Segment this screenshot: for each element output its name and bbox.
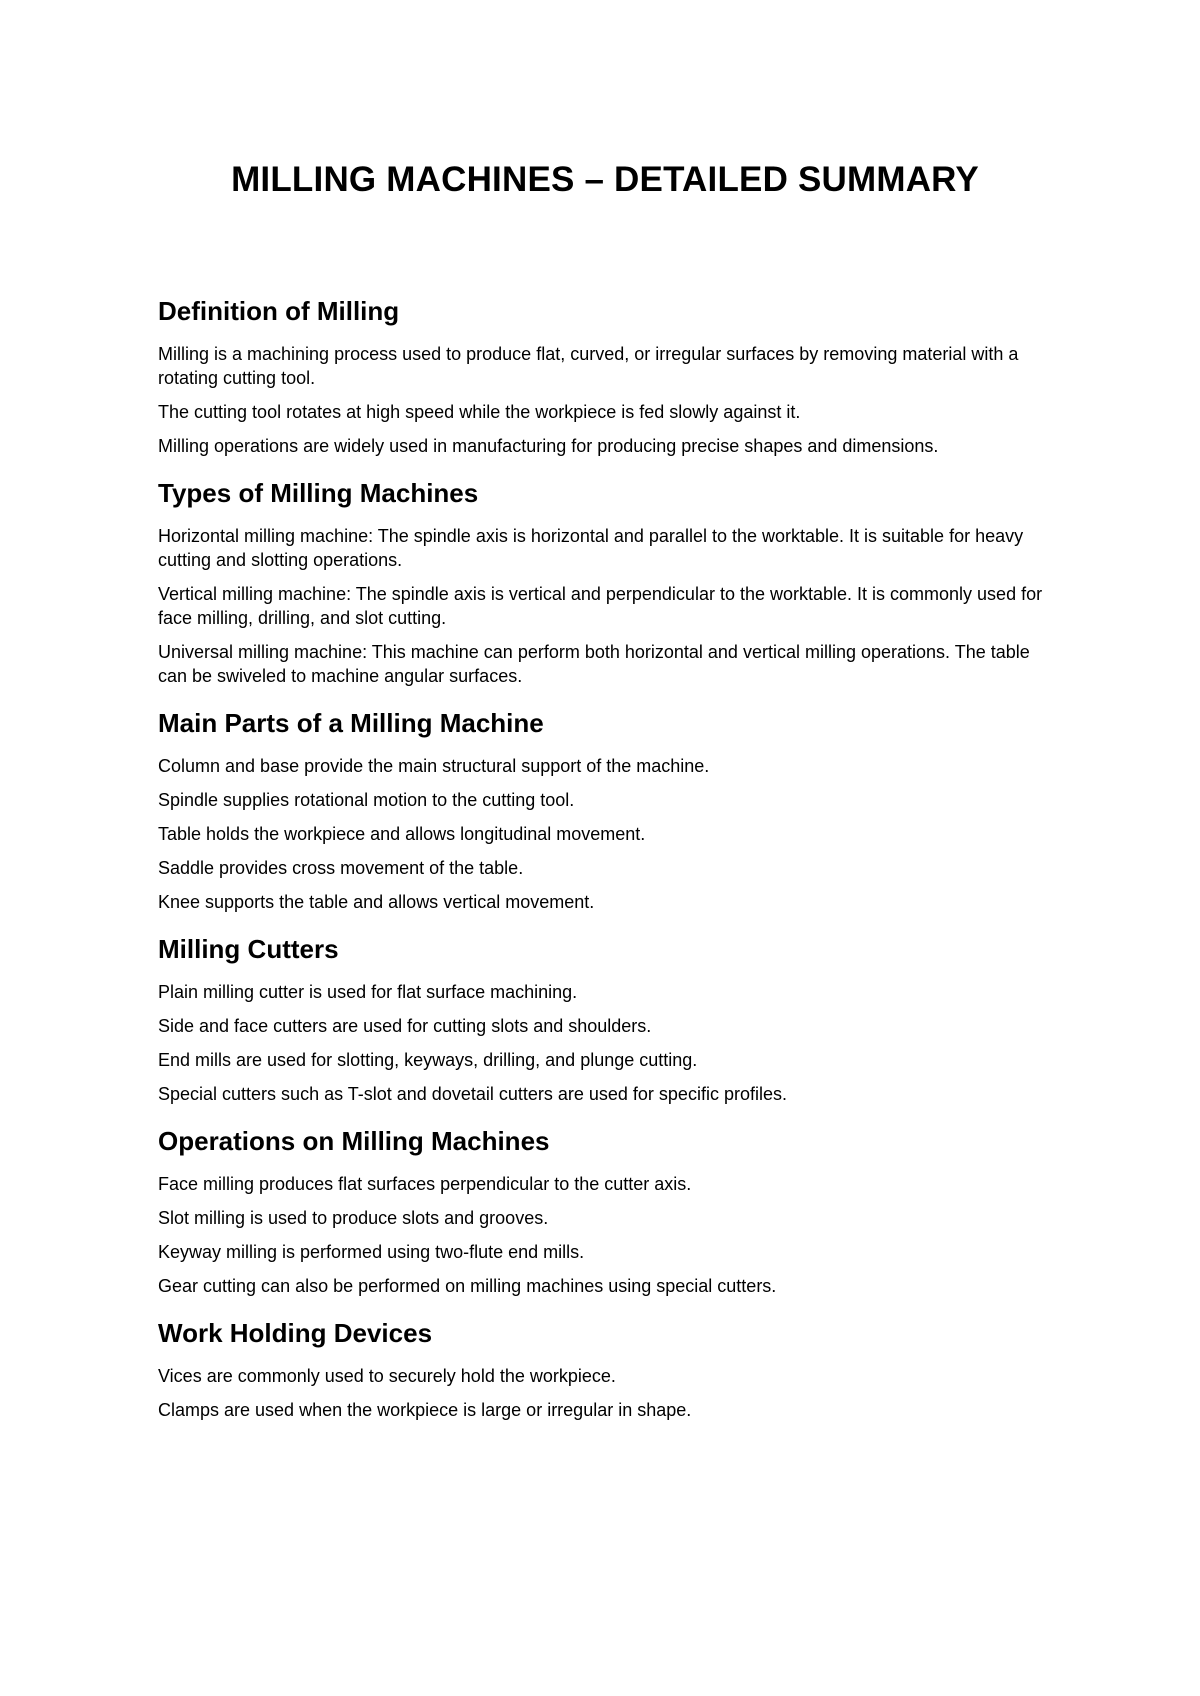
paragraph: Plain milling cutter is used for flat surface machining. — [158, 982, 578, 1002]
section-milling-cutters — [158, 932, 1060, 1106]
paragraph: Special cutters such as T-slot and dovetail cutters are used for specific profiles. — [158, 1084, 787, 1104]
paragraph: Column and base provide the main structural support of the machine. — [158, 756, 710, 776]
section-heading: Operations on Milling Machines — [158, 1126, 550, 1156]
section-heading: Main Parts of a Milling Machine — [158, 708, 544, 738]
section-types-of-milling-machines — [158, 476, 1060, 688]
paragraph: Face milling produces flat surfaces perpendicular to the cutter axis. — [158, 1174, 692, 1194]
paragraph: Spindle supplies rotational motion to the cutting tool. — [158, 790, 575, 810]
paragraph: Knee supports the table and allows vertical movement. — [158, 892, 595, 912]
paragraph: Horizontal milling machine: The spindle axis is horizontal and parallel to the worktable. It is suitable for heavy cutting and slotting operations. — [158, 526, 1024, 570]
section-heading: Work Holding Devices — [158, 1318, 433, 1348]
document-title: MILLING MACHINES – DETAILED SUMMARY — [231, 160, 979, 199]
section-definition-of-milling — [158, 294, 1060, 458]
section-heading: Types of Milling Machines — [158, 478, 479, 508]
section-heading: Milling Cutters — [158, 934, 339, 964]
paragraph: Milling operations are widely used in manufacturing for producing precise shapes and dimensions. — [158, 436, 939, 456]
section-operations — [158, 1124, 1060, 1298]
paragraph: Vertical milling machine: The spindle axis is vertical and perpendicular to the worktable. It is commonly used for face milling, drilling, and slot cutting. — [158, 584, 1043, 628]
paragraph: Slot milling is used to produce slots and grooves. — [158, 1208, 549, 1228]
document-body — [158, 294, 1060, 1422]
paragraph: The cutting tool rotates at high speed while the workpiece is fed slowly against it. — [158, 402, 801, 422]
paragraph: Table holds the workpiece and allows longitudinal movement. — [158, 824, 646, 844]
section-work-holding-devices — [158, 1316, 1060, 1422]
paragraph: End mills are used for slotting, keyways, drilling, and plunge cutting. — [158, 1050, 698, 1070]
paragraph: Universal milling machine: This machine can perform both horizontal and vertical milling operations. The table can be swiveled to machine angular surfaces. — [158, 642, 1030, 686]
paragraph: Milling is a machining process used to produce flat, curved, or irregular surfaces by removing material with a rotating cutting tool. — [158, 344, 1019, 388]
paragraph: Saddle provides cross movement of the table. — [158, 858, 524, 878]
paragraph: Keyway milling is performed using two-flute end mills. — [158, 1242, 585, 1262]
section-heading: Definition of Milling — [158, 296, 400, 326]
section-main-parts — [158, 706, 1060, 914]
paragraph: Gear cutting can also be performed on milling machines using special cutters. — [158, 1276, 777, 1296]
paragraph: Clamps are used when the workpiece is large or irregular in shape. — [158, 1400, 692, 1420]
paragraph: Side and face cutters are used for cutting slots and shoulders. — [158, 1016, 652, 1036]
paragraph: Vices are commonly used to securely hold the workpiece. — [158, 1366, 616, 1386]
